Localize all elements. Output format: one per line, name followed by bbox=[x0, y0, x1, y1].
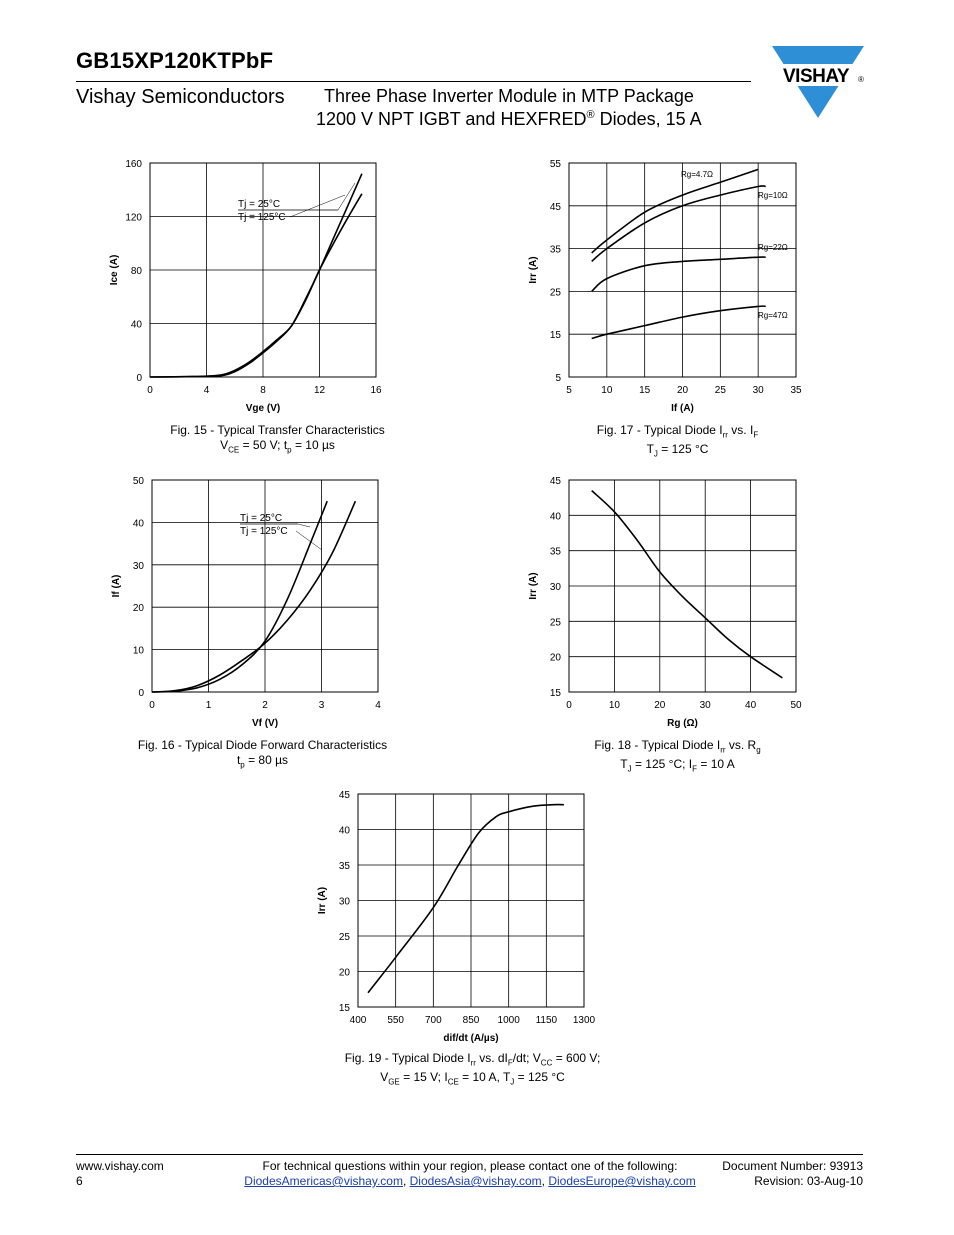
fig15-y-tick-label: 40 bbox=[130, 319, 142, 331]
fig16-x-ticks bbox=[149, 700, 381, 711]
footer-left bbox=[76, 1159, 164, 1189]
fig17-label-rg22: Rg=22Ω bbox=[758, 243, 788, 252]
fig15-x-label: Vge (V) bbox=[245, 403, 281, 414]
fig18-x-tick-label: 40 bbox=[745, 700, 757, 711]
fig15-x-tick-label: 16 bbox=[370, 385, 382, 396]
fig15-legend-25: Tj = 25°C bbox=[238, 199, 281, 210]
fig18-x-ticks bbox=[566, 700, 802, 711]
fig15-caption-line2: $V_{CE} = 50$ V; $t_p = 10$ µs bbox=[220, 438, 335, 455]
fig18-y-tick-label: 40 bbox=[549, 511, 561, 523]
fig17-label-rg10: Rg=10Ω bbox=[758, 191, 788, 200]
fig18-x-tick-label: 30 bbox=[699, 700, 711, 711]
fig16-x-tick-label: 2 bbox=[262, 700, 268, 711]
fig19-x-tick-label: 700 bbox=[424, 1015, 442, 1026]
fig18-x-label: Rg (Ω) bbox=[667, 718, 698, 729]
fig16-y-tick-label: 30 bbox=[132, 560, 144, 572]
fig19-y-tick-label: 20 bbox=[338, 967, 350, 979]
subtitle-main: 1200 V NPT IGBT and HEXFRED bbox=[316, 109, 587, 129]
subtitle-tail: Diodes, 15 A bbox=[594, 109, 702, 129]
fig17-x-label: If (A) bbox=[671, 403, 694, 414]
footer-page-number: 6 bbox=[76, 1174, 83, 1188]
fig17-x-tick-label: 25 bbox=[714, 385, 726, 396]
footer-doc-number: Document Number: 93913 bbox=[722, 1159, 863, 1173]
fig18-y-ticks bbox=[550, 476, 562, 699]
fig17-y-tick-label: 35 bbox=[549, 244, 561, 256]
fig15-x-ticks bbox=[147, 385, 382, 396]
footer-website[interactable]: www.vishay.com bbox=[76, 1159, 164, 1173]
fig18-x-tick-label: 20 bbox=[654, 700, 666, 711]
fig17-y-tick-label: 55 bbox=[549, 159, 561, 170]
fig16-caption-line1: Fig. 16 - Typical Diode Forward Characteristics bbox=[137, 738, 388, 752]
fig15-x-tick-label: 12 bbox=[313, 385, 326, 396]
subtitle-line-1: Three Phase Inverter Module in MTP Package bbox=[324, 86, 694, 106]
fig19-caption-line1: Fig. 19 - Typical Diode $I_{rr}$ vs. $dI_F/dt$; $V_{CC} = 600$ V; bbox=[344, 1051, 601, 1068]
fig19-y-tick-label: 25 bbox=[338, 932, 350, 943]
fig16-legend-125: Tj = 125°C bbox=[240, 526, 288, 537]
fig18-caption bbox=[560, 738, 795, 777]
fig18-series-line-0 bbox=[592, 491, 783, 678]
fig17-caption-line2: $T_J = 125$ °C bbox=[646, 442, 709, 459]
fig19-y-ticks bbox=[339, 790, 351, 1014]
logo-text: VISHAY bbox=[783, 66, 849, 87]
fig15-leader-2 bbox=[290, 195, 345, 217]
fig17-x-tick-label: 35 bbox=[790, 385, 802, 396]
chart-fig16 bbox=[100, 465, 400, 737]
email-europe-link[interactable]: DiodesEurope@vishay.com bbox=[548, 1174, 696, 1188]
fig19-x-tick-label: 1000 bbox=[497, 1015, 520, 1026]
fig17-x-ticks bbox=[566, 385, 802, 396]
fig19-x-tick-label: 1300 bbox=[572, 1015, 596, 1026]
fig17-y-tick-label: 25 bbox=[549, 287, 561, 299]
fig19-y-tick-label: 45 bbox=[338, 790, 350, 801]
fig16-legend-25: Tj = 25°C bbox=[240, 513, 283, 524]
fig19-series-line-0 bbox=[368, 805, 564, 993]
fig18-y-tick-label: 45 bbox=[549, 476, 561, 487]
fig19-x-label: dif/dt (A/µs) bbox=[443, 1033, 499, 1044]
fig18-y-label: Irr (A) bbox=[528, 572, 539, 600]
fig16-caption bbox=[110, 738, 415, 772]
fig16-y-tick-label: 50 bbox=[132, 476, 144, 487]
fig16-y-tick-label: 40 bbox=[132, 518, 144, 530]
fig16-x-tick-label: 0 bbox=[149, 700, 155, 711]
fig16-y-tick-label: 20 bbox=[132, 603, 144, 615]
fig15-x-tick-label: 0 bbox=[147, 385, 153, 396]
fig19-y-tick-label: 35 bbox=[338, 861, 350, 872]
fig15-x-tick-label: 8 bbox=[260, 385, 266, 396]
fig19-x-ticks bbox=[350, 1015, 596, 1026]
fig18-x-tick-label: 10 bbox=[608, 700, 620, 711]
fig17-x-tick-label: 30 bbox=[752, 385, 764, 396]
fig18-x-tick-label: 50 bbox=[790, 700, 802, 711]
fig17-label-rg47: Rg=47Ω bbox=[758, 311, 788, 320]
fig16-x-label: Vf (V) bbox=[251, 718, 279, 729]
fig15-y-tick-label: 80 bbox=[130, 266, 142, 277]
email-americas-link[interactable]: DiodesAmericas@vishay.com bbox=[244, 1174, 403, 1188]
fig16-y-tick-label: 0 bbox=[138, 688, 144, 699]
fig17-label-rg47k: Rg=4.7Ω bbox=[681, 170, 713, 179]
fig18-y-tick-label: 25 bbox=[549, 617, 561, 629]
fig15-y-ticks bbox=[125, 159, 142, 384]
fig15-caption-line1: Fig. 15 - Typical Transfer Characteristics bbox=[170, 423, 385, 437]
fig15-legend-125: Tj = 125°C bbox=[238, 212, 286, 223]
fig17-x-tick-label: 20 bbox=[676, 385, 689, 396]
fig19-caption bbox=[320, 1051, 625, 1090]
fig16-caption-line2: $t_p = 80$ µs bbox=[236, 753, 289, 770]
fig17-series-line-2 bbox=[592, 257, 766, 291]
fig18-caption-line2: $T_J = 125$ °C; $I_F = 10$ A bbox=[620, 757, 735, 774]
fig18-grid bbox=[569, 480, 796, 692]
footer-center bbox=[220, 1159, 720, 1189]
fig17-y-tick-label: 45 bbox=[549, 201, 561, 213]
footer-revision: Revision: 03-Aug-10 bbox=[754, 1174, 863, 1188]
fig16-x-tick-label: 1 bbox=[205, 700, 212, 711]
fig19-x-tick-label: 550 bbox=[387, 1015, 405, 1026]
fig15-caption bbox=[120, 423, 435, 457]
fig15-y-tick-label: 160 bbox=[125, 159, 142, 170]
fig18-caption-line1: Fig. 18 - Typical Diode $I_{rr}$ vs. $R_g$ bbox=[594, 738, 761, 755]
fig19-y-tick-label: 40 bbox=[338, 825, 350, 837]
fig15-y-tick-label: 0 bbox=[136, 373, 142, 384]
fig15-grid bbox=[150, 163, 376, 377]
email-asia-link[interactable]: DiodesAsia@vishay.com bbox=[409, 1174, 542, 1188]
footer-rule bbox=[76, 1154, 863, 1155]
fig18-y-tick-label: 20 bbox=[549, 652, 561, 664]
footer-emails: DiodesAmericas@vishay.com, DiodesAsia@vishay.com, DiodesEurope@vishay.com bbox=[244, 1174, 696, 1188]
fig18-y-tick-label: 35 bbox=[549, 546, 561, 558]
fig17-x-tick-label: 5 bbox=[566, 385, 572, 396]
logo-registered: ® bbox=[858, 75, 864, 84]
fig19-x-tick-label: 400 bbox=[349, 1015, 367, 1026]
fig16-leader-1 bbox=[298, 524, 310, 527]
fig16-x-tick-label: 3 bbox=[318, 700, 325, 711]
fig17-y-ticks bbox=[550, 159, 562, 384]
fig16-y-ticks bbox=[133, 476, 145, 699]
fig19-y-tick-label: 15 bbox=[338, 1003, 350, 1014]
subtitle-line-2 bbox=[316, 109, 702, 130]
registered-mark: ® bbox=[586, 109, 595, 121]
fig19-caption-line2: $V_{GE} = 15$ V; $I_{CE} = 10$ A, $T_J = 125$ °C bbox=[380, 1070, 565, 1087]
fig17-series-line-0 bbox=[592, 169, 759, 253]
chart-fig15 bbox=[100, 150, 400, 422]
fig17-x-tick-label: 10 bbox=[601, 385, 613, 396]
fig18-x-tick-label: 0 bbox=[566, 700, 572, 711]
fig16-y-tick-label: 10 bbox=[132, 645, 144, 657]
fig16-grid bbox=[152, 480, 378, 692]
fig15-y-tick-label: 120 bbox=[125, 212, 142, 224]
fig17-caption-line1: Fig. 17 - Typical Diode $I_{rr}$ vs. $I_F$ bbox=[596, 423, 759, 440]
fig18-series bbox=[592, 491, 783, 678]
fig17-series-line-3 bbox=[592, 306, 766, 338]
fig18-y-tick-label: 30 bbox=[549, 582, 561, 593]
header-rule bbox=[76, 81, 751, 82]
fig19-y-tick-label: 30 bbox=[338, 896, 350, 908]
company-name: Vishay Semiconductors bbox=[76, 86, 285, 108]
part-number: GB15XP120KTPbF bbox=[76, 48, 274, 73]
fig15-y-label: Ice (A) bbox=[109, 254, 120, 286]
chart-fig17 bbox=[525, 150, 815, 422]
chart-fig18 bbox=[525, 465, 815, 737]
chart-fig19 bbox=[310, 780, 610, 1052]
vishay-logo bbox=[768, 44, 868, 120]
fig18-y-tick-label: 15 bbox=[549, 688, 561, 699]
fig17-caption bbox=[560, 423, 795, 462]
fig17-y-tick-label: 5 bbox=[555, 373, 561, 384]
fig17-y-tick-label: 15 bbox=[549, 330, 561, 342]
fig19-series bbox=[368, 805, 564, 993]
fig16-y-label: If (A) bbox=[111, 574, 122, 598]
fig17-series bbox=[592, 169, 766, 338]
fig15-x-tick-label: 4 bbox=[203, 385, 210, 396]
fig19-y-label: Irr (A) bbox=[317, 886, 328, 915]
fig19-x-tick-label: 850 bbox=[462, 1015, 480, 1026]
fig16-x-tick-label: 4 bbox=[375, 700, 381, 711]
footer-contact-text: For technical questions within your region, please contact one of the following: bbox=[262, 1159, 678, 1173]
fig19-grid bbox=[358, 794, 584, 1007]
fig17-x-tick-label: 15 bbox=[639, 385, 651, 396]
fig19-x-tick-label: 1150 bbox=[535, 1015, 558, 1026]
fig17-y-label: Irr (A) bbox=[528, 256, 539, 284]
footer-right bbox=[680, 1159, 863, 1189]
